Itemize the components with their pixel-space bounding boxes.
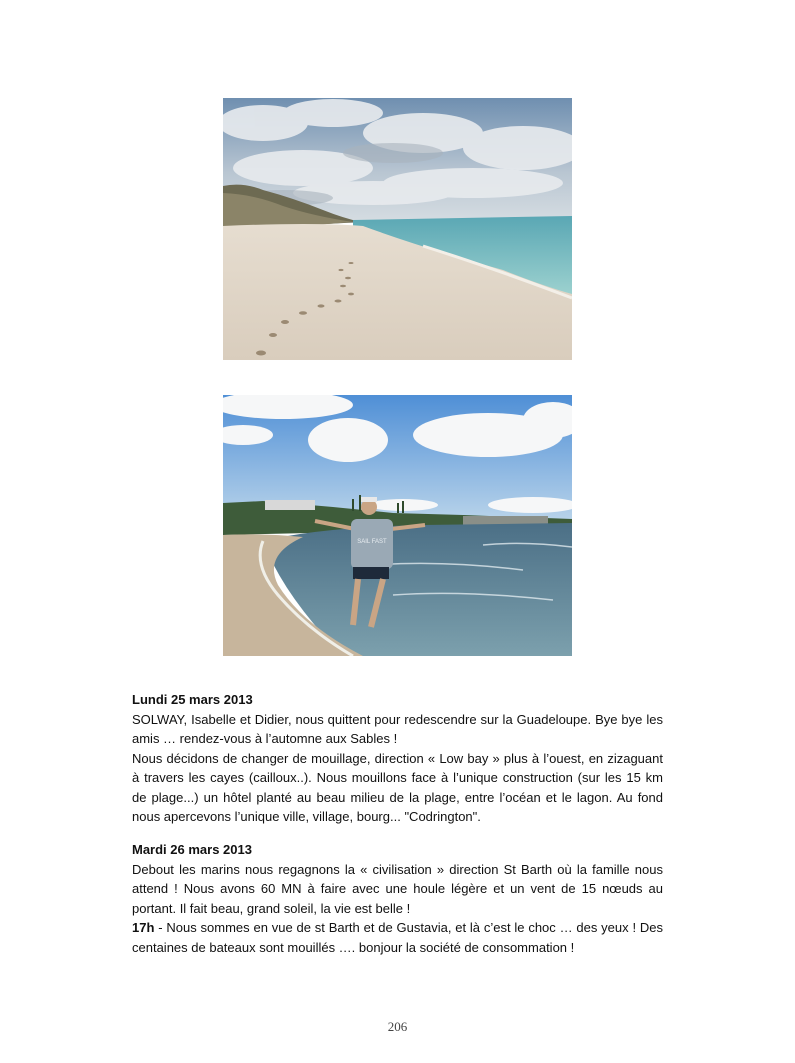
journal-entry-mar25 [132,690,663,827]
beach-photo-footprints [223,98,572,360]
entry-paragraph: Nous décidons de changer de mouillage, direction « Low bay » plus à l’ouest, en zizaguant à travers les cayes (cailloux..). Nous mouillons face à l’unique construction (sur les 15 km de plage...) un hôtel planté au beau milieu de la plage, entre l’océan et le lagon. Au fond nous apercevons l’unique ville, village, bourg... "Codrington". [132,750,663,824]
beach-photo-man [223,395,572,656]
entry-paragraph: Debout les marins nous regagnons la « civilisation » direction St Barth où la famille nous attend ! Nous avons 60 MN à faire avec une houle légère et un vent de 15 nœuds au portant. Il fait beau, grand soleil, la vie est belle ! [132,861,663,916]
entry-paragraph: SOLWAY, Isabelle et Didier, nous quittent pour redescendre sur la Guadeloupe. Bye bye les amis … rendez-vous à l’automne aux Sables ! [132,711,663,746]
journal-entry-mar26 [132,840,663,957]
entry-paragraph-17h [132,918,663,957]
entry-date: Lundi 25 mars 2013 [132,692,253,707]
time-label: 17h [132,920,155,935]
time-text: - Nous sommes en vue de st Barth et de Gustavia, et là c’est le choc … des yeux ! Des centaines de bateaux sont mouillés …. bonjour la société de consommation ! [132,920,663,955]
entry-date: Mardi 26 mars 2013 [132,842,252,857]
page-number: 206 [387,1019,408,1034]
shirt-text: SAIL FAST [357,539,387,545]
